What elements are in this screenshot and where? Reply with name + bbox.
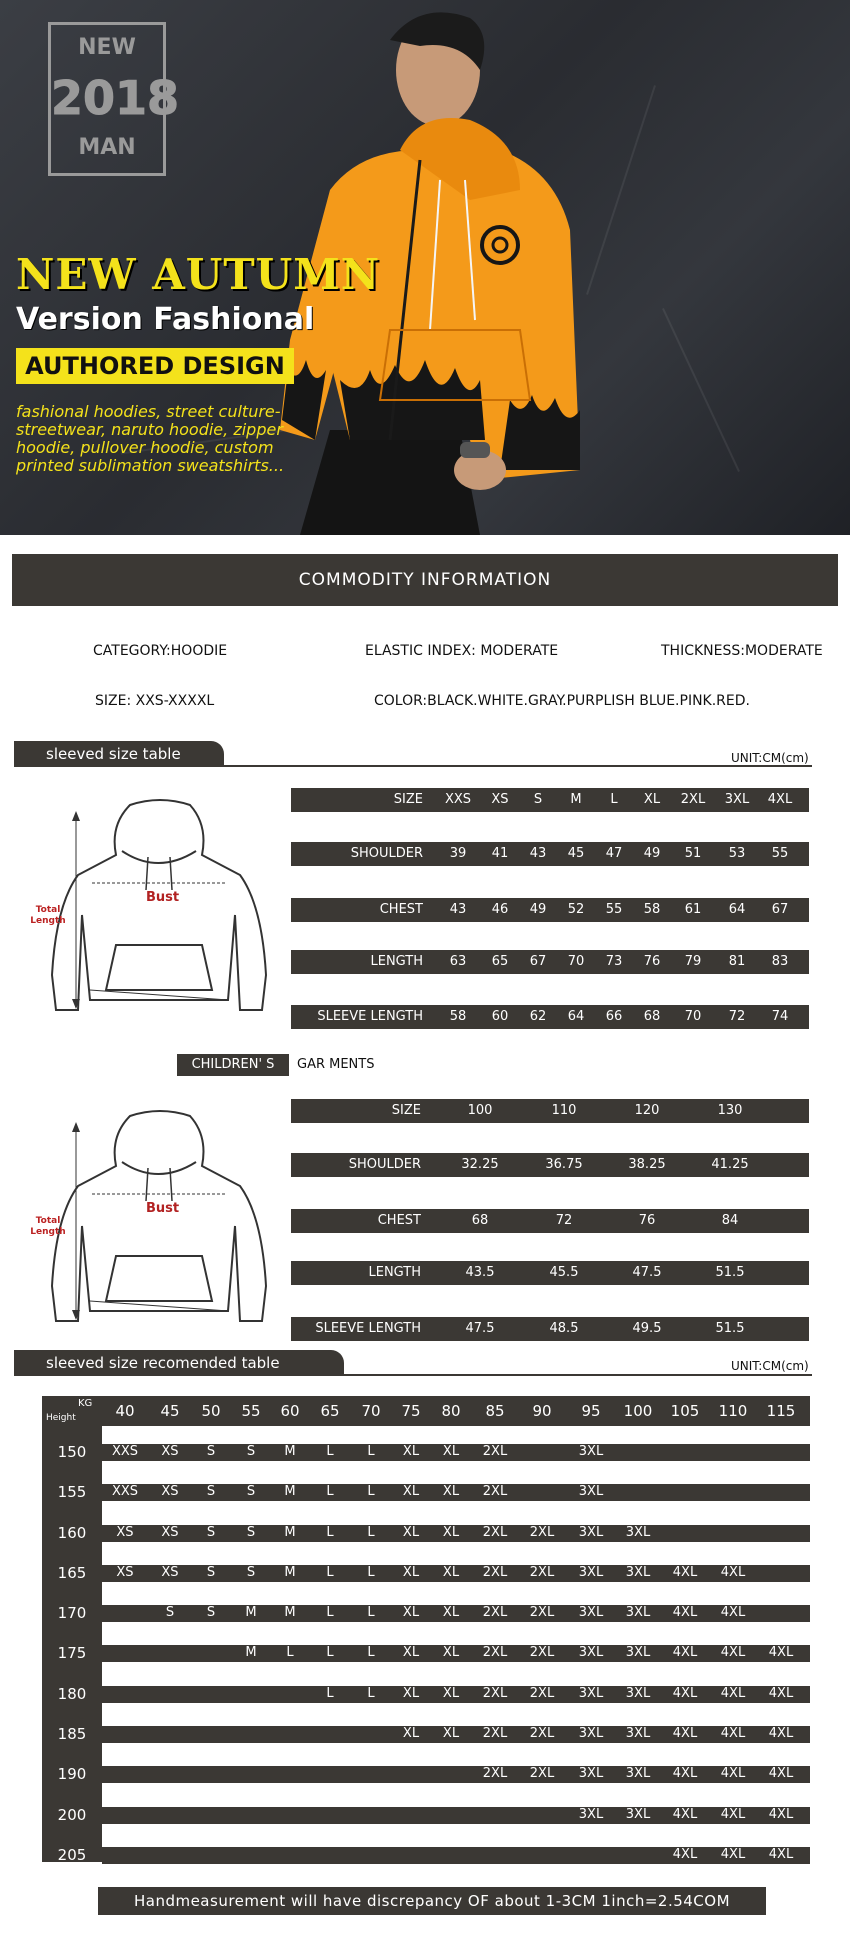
weight-header: 115 — [766, 1402, 796, 1420]
recommend-cell: 4XL — [768, 1726, 794, 1741]
recommend-cell: 3XL — [578, 1645, 604, 1660]
recommended-table-tab: sleeved size recomended table — [14, 1350, 344, 1376]
child-size-row-chest — [291, 1209, 809, 1233]
size-cell: 81 — [728, 954, 746, 969]
recommend-cell: L — [367, 1484, 375, 1499]
weight-header: 90 — [532, 1402, 552, 1420]
total-length-label: Total Length — [30, 905, 66, 926]
recommend-cell: XL — [402, 1525, 420, 1540]
size-cell: 55 — [605, 902, 623, 917]
height-value: 190 — [57, 1765, 87, 1783]
unit-label: UNIT:CM(cm) — [731, 751, 809, 765]
size-cell: 49 — [529, 902, 547, 917]
recommend-cell: XL — [402, 1686, 420, 1701]
size-row-label: SLEEVE LENGTH — [317, 1009, 423, 1024]
recommend-cell: S — [206, 1565, 216, 1580]
size-cell: 72 — [728, 1009, 746, 1024]
recommend-cell: L — [326, 1525, 334, 1540]
size-cell: 52 — [567, 902, 585, 917]
size-cell: 43 — [449, 902, 467, 917]
child-size-row-length — [291, 1261, 809, 1285]
child-size-row-shoulder — [291, 1153, 809, 1177]
recommend-cell: 2XL — [529, 1605, 555, 1620]
weight-header: 45 — [160, 1402, 180, 1420]
recommend-cell: XL — [442, 1686, 460, 1701]
recommend-cell: 3XL — [578, 1525, 604, 1540]
size-row-label: SLEEVE LENGTH — [315, 1321, 421, 1336]
size-row-length — [291, 950, 809, 974]
size-cell: 76 — [643, 954, 661, 969]
size-row-chest — [291, 898, 809, 922]
recommend-cell: XS — [161, 1444, 179, 1459]
size-cell: 2XL — [680, 792, 706, 807]
children-tab: CHILDREN' S — [177, 1054, 289, 1076]
size-info: SIZE: XXS-XXXXL — [95, 693, 215, 709]
recommend-cell: 4XL — [672, 1565, 698, 1580]
height-value: 170 — [57, 1604, 87, 1622]
height-value: 185 — [57, 1725, 87, 1743]
size-cell: 51.5 — [715, 1321, 745, 1336]
recommend-cell: S — [206, 1605, 216, 1620]
recommend-cell: 4XL — [720, 1645, 746, 1660]
recommend-cell: 2XL — [529, 1726, 555, 1741]
size-cell: L — [610, 792, 618, 807]
kg-label: KG — [78, 1398, 93, 1409]
recommend-cell: XL — [402, 1444, 420, 1459]
hoodie-diagram-children — [30, 1106, 270, 1331]
size-cell: 39 — [449, 846, 467, 861]
size-cell: 43 — [529, 846, 547, 861]
color-info: COLOR:BLACK.WHITE.GRAY.PURPLISH BLUE.PINK.RED. — [374, 693, 750, 709]
size-cell: 65 — [491, 954, 509, 969]
size-cell: 47.5 — [632, 1265, 662, 1280]
size-cell: 62 — [529, 1009, 547, 1024]
size-cell: 51.5 — [715, 1265, 745, 1280]
size-cell: 41.25 — [711, 1157, 749, 1172]
bust-label: Bust — [146, 1201, 180, 1216]
recommend-cell: L — [367, 1525, 375, 1540]
size-cell: 51 — [684, 846, 702, 861]
size-row-label: SHOULDER — [348, 1157, 421, 1172]
recommend-cell: 4XL — [672, 1686, 698, 1701]
size-cell: XXS — [444, 792, 472, 807]
hoodie-diagram — [30, 795, 270, 1020]
weight-header: 40 — [115, 1402, 135, 1420]
hero-description: fashional hoodies, street culture-streetwear, naruto hoodie, zipper hoodie, pullover hoodie, custom printed sublimation sweatshirts... — [16, 402, 285, 475]
recommend-cell: L — [286, 1645, 294, 1660]
recommend-cell: 4XL — [672, 1645, 698, 1660]
size-cell: 4XL — [767, 792, 793, 807]
bust-label: Bust — [146, 890, 180, 905]
size-cell: 43.5 — [465, 1265, 495, 1280]
recommend-cell: L — [367, 1605, 375, 1620]
recommend-cell: 3XL — [625, 1605, 651, 1620]
size-row-label: LENGTH — [370, 954, 423, 969]
size-cell: 38.25 — [628, 1157, 666, 1172]
weight-header: 55 — [241, 1402, 261, 1420]
hero-banner — [0, 0, 850, 535]
size-cell: 47.5 — [465, 1321, 495, 1336]
recommend-cell: XL — [442, 1565, 460, 1580]
recommend-cell: S — [246, 1444, 256, 1459]
recommend-cell: L — [326, 1645, 334, 1660]
size-cell: 73 — [605, 954, 623, 969]
recommend-cell: 3XL — [625, 1766, 651, 1781]
badge-bottom-text: MAN — [78, 135, 136, 160]
height-value: 180 — [57, 1685, 87, 1703]
recommend-cell: XS — [161, 1525, 179, 1540]
recommend-cell: 3XL — [578, 1686, 604, 1701]
recommend-cell: 2XL — [529, 1686, 555, 1701]
thickness-info: THICKNESS:MODERATE — [661, 643, 823, 659]
weight-header: 95 — [581, 1402, 601, 1420]
size-cell: 110 — [551, 1103, 577, 1118]
total-length-label: Total Length — [30, 1216, 66, 1237]
hero-subtitle: Version Fashional — [16, 302, 315, 337]
recommend-cell: 4XL — [720, 1605, 746, 1620]
badge-year-text: 2018 — [51, 71, 180, 125]
recommend-cell: L — [367, 1444, 375, 1459]
recommend-cell: 2XL — [482, 1565, 508, 1580]
size-cell: 58 — [643, 902, 661, 917]
recommend-cell: XS — [116, 1525, 134, 1540]
recommend-cell: 2XL — [482, 1605, 508, 1620]
height-value: 205 — [57, 1846, 87, 1864]
size-cell: 32.25 — [461, 1157, 499, 1172]
height-value: 150 — [57, 1443, 87, 1461]
size-cell: XL — [643, 792, 661, 807]
recommend-cell: 3XL — [578, 1605, 604, 1620]
weight-header: 80 — [441, 1402, 461, 1420]
recommend-cell: S — [246, 1525, 256, 1540]
recommend-cell: S — [165, 1605, 175, 1620]
size-cell: 83 — [771, 954, 789, 969]
recommend-cell: 4XL — [720, 1565, 746, 1580]
recommend-cell: XL — [402, 1605, 420, 1620]
recommend-cell: 2XL — [482, 1766, 508, 1781]
weight-header: 65 — [320, 1402, 340, 1420]
recommend-cell: L — [326, 1686, 334, 1701]
recommend-cell: XL — [402, 1484, 420, 1499]
size-cell: 61 — [684, 902, 702, 917]
recommend-cell: 4XL — [720, 1766, 746, 1781]
recommend-cell: 3XL — [625, 1525, 651, 1540]
size-cell: 64 — [567, 1009, 585, 1024]
recommend-cell: 4XL — [720, 1807, 746, 1822]
size-row-label: LENGTH — [368, 1265, 421, 1280]
size-cell: XS — [491, 792, 509, 807]
recommend-cell: 3XL — [578, 1807, 604, 1822]
recommend-cell: 4XL — [720, 1686, 746, 1701]
authored-design-badge: AUTHORED DESIGN — [16, 348, 294, 384]
recommend-cell: XS — [161, 1484, 179, 1499]
recommend-cell: XL — [442, 1444, 460, 1459]
size-row-label: SHOULDER — [350, 846, 423, 861]
height-value: 175 — [57, 1644, 87, 1662]
weight-header: 85 — [485, 1402, 505, 1420]
recommend-cell: XL — [442, 1484, 460, 1499]
recommend-cell: 3XL — [578, 1484, 604, 1499]
recommend-cell: XS — [116, 1565, 134, 1580]
child-size-row-size — [291, 1099, 809, 1123]
size-cell: 67 — [529, 954, 547, 969]
size-cell: 60 — [491, 1009, 509, 1024]
recommend-cell: M — [284, 1525, 296, 1540]
size-cell: 70 — [567, 954, 585, 969]
recommend-cell: 3XL — [578, 1766, 604, 1781]
recommend-cell: 3XL — [625, 1686, 651, 1701]
recommend-cell: S — [246, 1484, 256, 1499]
size-cell: 100 — [467, 1103, 493, 1118]
recommend-cell: XL — [402, 1726, 420, 1741]
size-cell: 41 — [491, 846, 509, 861]
size-cell: 45.5 — [549, 1265, 579, 1280]
height-column — [42, 1396, 102, 1862]
new-2018-man-badge — [48, 22, 180, 176]
recommend-cell: L — [326, 1484, 334, 1499]
tab-divider — [14, 765, 812, 767]
recommend-cell: 2XL — [482, 1645, 508, 1660]
recommend-cell: XL — [442, 1645, 460, 1660]
size-row-size — [291, 788, 809, 812]
recommend-cell: 4XL — [720, 1726, 746, 1741]
size-cell: 70 — [684, 1009, 702, 1024]
recommend-cell: XL — [442, 1605, 460, 1620]
size-cell: 45 — [567, 846, 585, 861]
recommend-cell: XL — [402, 1645, 420, 1660]
size-cell: 68 — [471, 1213, 489, 1228]
recommend-cell: L — [326, 1444, 334, 1459]
size-cell: 63 — [449, 954, 467, 969]
size-cell: 47 — [605, 846, 623, 861]
height-value: 165 — [57, 1564, 87, 1582]
weight-header: 110 — [718, 1402, 748, 1420]
recommend-cell: 4XL — [768, 1807, 794, 1822]
recommend-cell: M — [284, 1565, 296, 1580]
recommend-cell: 2XL — [482, 1525, 508, 1540]
size-cell: 55 — [771, 846, 789, 861]
recommend-cell: S — [246, 1565, 256, 1580]
recommend-cell: 2XL — [482, 1726, 508, 1741]
recommend-cell: 3XL — [578, 1726, 604, 1741]
weight-header: 50 — [201, 1402, 221, 1420]
recommend-cell: 2XL — [529, 1525, 555, 1540]
size-cell: 36.75 — [545, 1157, 583, 1172]
recommend-cell: 2XL — [529, 1565, 555, 1580]
size-row-shoulder — [291, 842, 809, 866]
size-cell: 130 — [717, 1103, 743, 1118]
sleeved-size-table-tab: sleeved size table — [14, 741, 224, 767]
measurement-note: Handmeasurement will have discrepancy OF about 1-3CM 1inch=2.54COM — [98, 1887, 766, 1915]
size-cell: 68 — [643, 1009, 661, 1024]
recommend-cell: 4XL — [768, 1645, 794, 1660]
height-label: Height — [46, 1413, 76, 1423]
size-cell: 79 — [684, 954, 702, 969]
recommend-cell: XL — [402, 1565, 420, 1580]
size-row-label: CHEST — [379, 902, 423, 917]
size-cell: 64 — [728, 902, 746, 917]
recommend-cell: M — [284, 1484, 296, 1499]
recommend-cell: L — [326, 1605, 334, 1620]
height-value: 200 — [57, 1806, 87, 1824]
recommend-cell: XL — [442, 1525, 460, 1540]
height-value: 155 — [57, 1483, 87, 1501]
recommend-cell: 2XL — [482, 1686, 508, 1701]
recommend-cell: 2XL — [529, 1645, 555, 1660]
size-cell: 48.5 — [549, 1321, 579, 1336]
recommend-cell: L — [367, 1686, 375, 1701]
recommend-cell: 3XL — [578, 1565, 604, 1580]
recommend-cell: XS — [161, 1565, 179, 1580]
recommend-cell: 3XL — [625, 1807, 651, 1822]
recommend-cell: S — [206, 1525, 216, 1540]
recommend-cell: L — [326, 1565, 334, 1580]
recommend-cell: S — [206, 1484, 216, 1499]
size-cell: 67 — [771, 902, 789, 917]
size-cell: 120 — [634, 1103, 660, 1118]
size-cell: 46 — [491, 902, 509, 917]
recommend-cell: 4XL — [768, 1847, 794, 1862]
recommend-cell: 4XL — [672, 1605, 698, 1620]
size-cell: M — [570, 792, 582, 807]
weight-header: 70 — [361, 1402, 381, 1420]
recommend-cell: L — [367, 1645, 375, 1660]
size-cell: 49 — [643, 846, 661, 861]
elastic-info: ELASTIC INDEX: MODERATE — [365, 643, 559, 659]
recommend-cell: M — [245, 1645, 257, 1660]
tab-divider — [14, 1374, 812, 1376]
weight-header: 100 — [623, 1402, 653, 1420]
size-cell: 3XL — [724, 792, 750, 807]
size-row-label: SIZE — [393, 792, 423, 807]
recommend-cell: 3XL — [625, 1645, 651, 1660]
recommend-cell: 2XL — [529, 1766, 555, 1781]
garments-label: GAR MENTS — [297, 1057, 375, 1072]
size-row-label: CHEST — [377, 1213, 421, 1228]
recommend-cell: 4XL — [768, 1766, 794, 1781]
recommend-cell: 2XL — [482, 1484, 508, 1499]
size-cell: 74 — [771, 1009, 789, 1024]
size-cell: 58 — [449, 1009, 467, 1024]
recommend-cell: M — [284, 1444, 296, 1459]
recommend-cell: XXS — [111, 1484, 139, 1499]
commodity-information-header: COMMODITY INFORMATION — [12, 554, 838, 606]
badge-top-text: NEW — [78, 35, 136, 60]
recommend-cell: XXS — [111, 1444, 139, 1459]
size-row-label: SIZE — [391, 1103, 421, 1118]
recommend-cell: 4XL — [720, 1847, 746, 1862]
recommend-cell: 3XL — [625, 1565, 651, 1580]
recommend-cell: 4XL — [672, 1726, 698, 1741]
recommend-cell: 4XL — [768, 1686, 794, 1701]
size-cell: 49.5 — [632, 1321, 662, 1336]
child-size-row-sleeve-length — [291, 1317, 809, 1341]
category-info: CATEGORY:HOODIE — [93, 643, 228, 659]
weight-header: 60 — [280, 1402, 300, 1420]
size-row-sleeve-length — [291, 1005, 809, 1029]
recommend-cell: 3XL — [625, 1726, 651, 1741]
weight-header: 105 — [670, 1402, 700, 1420]
recommend-cell: M — [284, 1605, 296, 1620]
size-cell: 72 — [555, 1213, 573, 1228]
size-cell: S — [533, 792, 543, 807]
recommend-cell: XL — [442, 1726, 460, 1741]
recommend-cell: L — [367, 1565, 375, 1580]
size-cell: 66 — [605, 1009, 623, 1024]
recommend-cell: 4XL — [672, 1807, 698, 1822]
recommended-size-table — [42, 1396, 810, 1862]
hero-title: NEW AUTUMN — [16, 250, 381, 299]
recommend-cell: 3XL — [578, 1444, 604, 1459]
recommend-cell: 2XL — [482, 1444, 508, 1459]
recommend-cell: M — [245, 1605, 257, 1620]
recommend-cell: S — [206, 1444, 216, 1459]
height-value: 160 — [57, 1524, 87, 1542]
size-cell: 76 — [638, 1213, 656, 1228]
size-cell: 84 — [721, 1213, 739, 1228]
unit-label: UNIT:CM(cm) — [731, 1359, 809, 1373]
weight-header: 75 — [401, 1402, 421, 1420]
recommend-cell: 4XL — [672, 1847, 698, 1862]
recommend-cell: 4XL — [672, 1766, 698, 1781]
size-cell: 53 — [728, 846, 746, 861]
